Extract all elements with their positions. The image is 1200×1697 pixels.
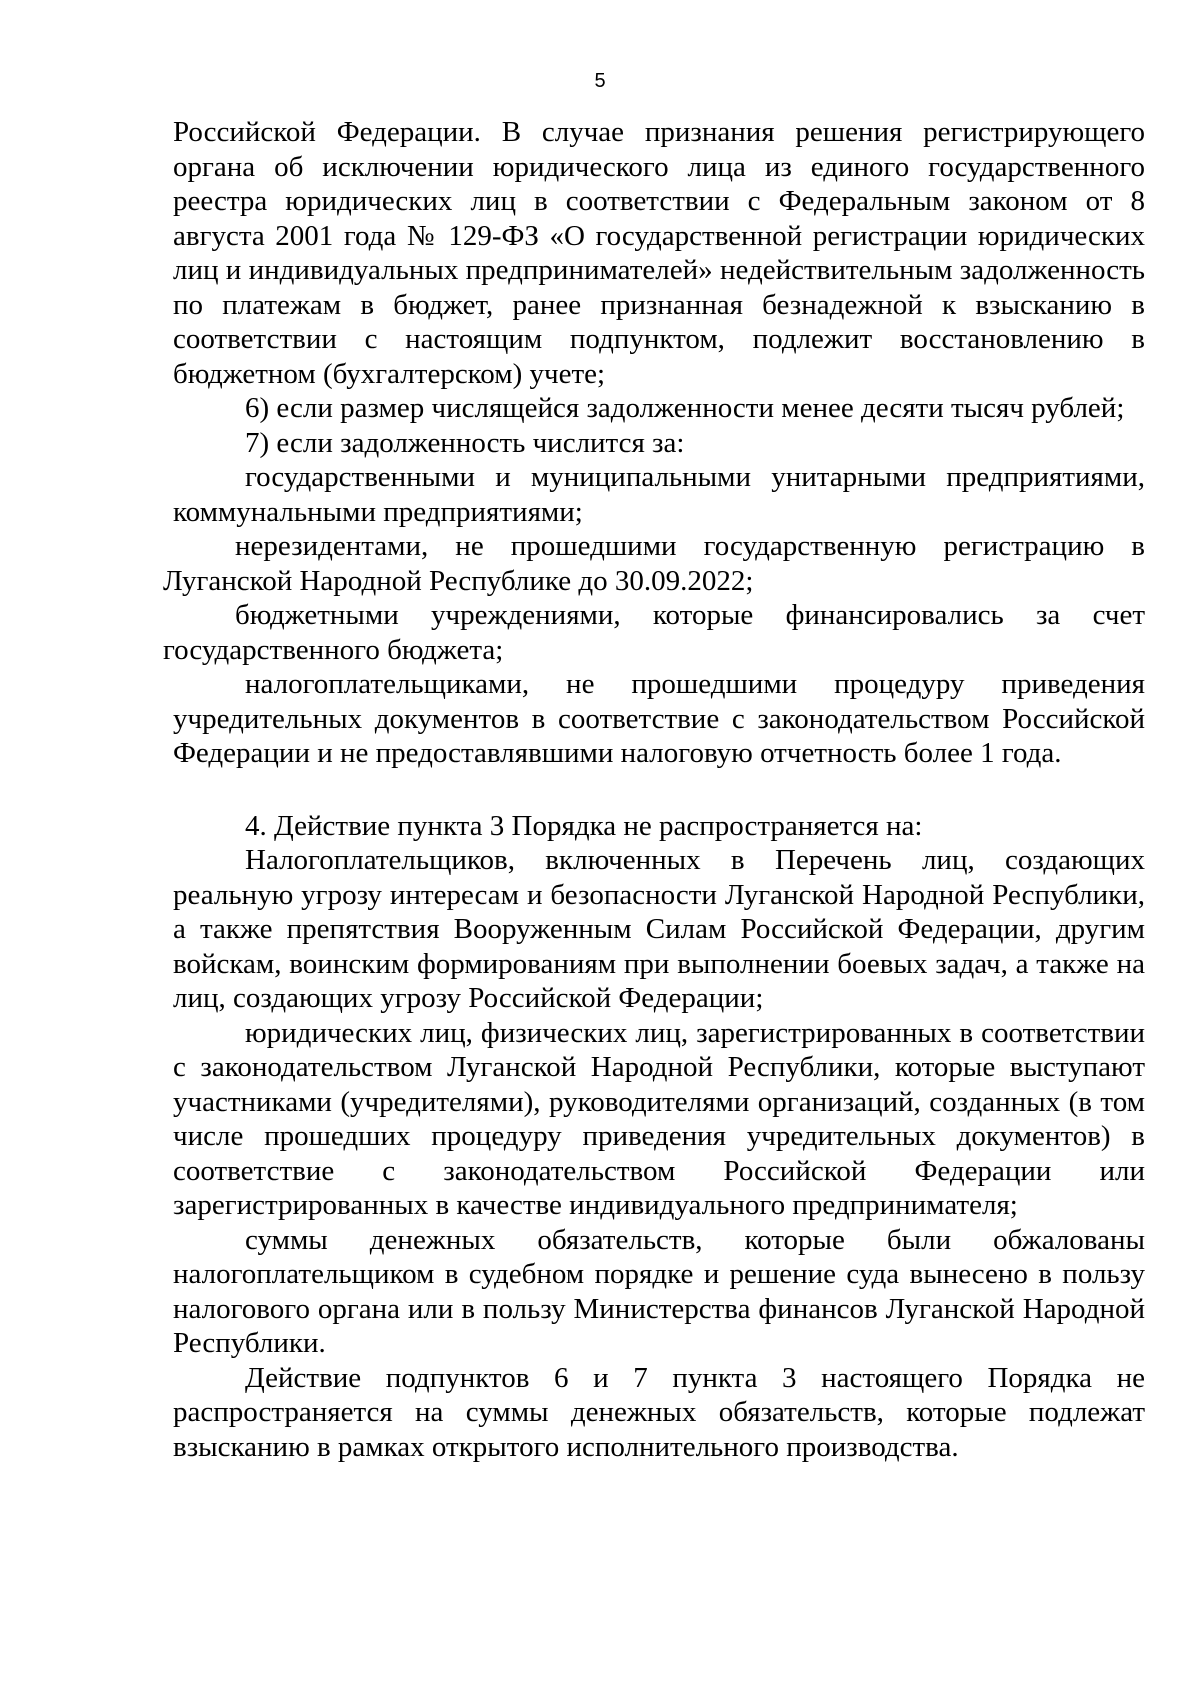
paragraph-court-appeals: суммы денежных обязательств, которые были обжалованы налогоплательщиком в судебном порядке и решение суда вынесено в пользу налогового органа или в пользу Министерства финансов Луганской Народной Республики. bbox=[173, 1223, 1145, 1359]
paragraph-budget-institutions: бюджетными учреждениями, которые финансировались за счет государственного бюджета; bbox=[163, 599, 1145, 666]
page-number: 5 bbox=[594, 70, 606, 92]
paragraph-continuation: Российской Федерации. В случае признания решения регистрирующего органа об исключении юридического лица из единого государственного реестра юридических лиц в соответствии с Федеральным законом от 8 августа 2001 года № 129-ФЗ «О государственной регистрации юридических лиц и индивидуальных предпринимателей» недействительным задолженность по платежам в бюджет, ранее признанная безнадежной к взысканию в соответствии с настоящим подпунктом, подлежит восстановлению в бюджетном (бухгалтерском) учете; bbox=[173, 116, 1145, 390]
paragraph-unitary-enterprises: государственными и муниципальными унитарными предприятиями, коммунальными предприятиями; bbox=[173, 461, 1145, 528]
paragraph-legal-entities: юридических лиц, физических лиц, зарегистрированных в соответствии с законодательством Луганской Народной Республики, которые выступают участниками (учредителями), руководителями организаций, созданных (в том числе прошедших процедуру приведения учредительных документов) в соответствие с законодательством Российской Федерации или зарегистрированных в качестве индивидуального предпринимателя; bbox=[173, 1016, 1145, 1221]
paragraph-nonresidents: нерезидентами, не прошедшими государственную регистрацию в Луганской Народной Республике до 30.09.2022; bbox=[163, 530, 1145, 597]
paragraph-item-6: 6) если размер числящейся задолженности менее десяти тысяч рублей; bbox=[245, 392, 1125, 424]
paragraph-item-7: 7) если задолженность числится за: bbox=[245, 426, 685, 459]
paragraph-taxpayers: налогоплательщиками, не прошедшими процедуру приведения учредительных документов в соответствие с законодательством Российской Федерации и не предоставлявшими налоговую отчетность более 1 года. bbox=[173, 668, 1145, 769]
document-body bbox=[163, 115, 1145, 1464]
paragraph-threat-list: Налогоплательщиков, включенных в Перечень лиц, создающих реальную угрозу интересам и безопасности Луганской Народной Республики, а также препятствия Вооруженным Силам Российской Федерации, другим войскам, воинским формированиям при выполнении боевых задач, а также на лиц, создающих угрозу Российской Федерации; bbox=[173, 844, 1145, 1014]
section-4-heading: 4. Действие пункта 3 Порядка не распространяется на: bbox=[245, 809, 923, 842]
paragraph-spacer bbox=[173, 771, 1145, 809]
paragraph-enforcement: Действие подпунктов 6 и 7 пункта 3 настоящего Порядка не распространяется на суммы денежных обязательств, которые подлежат взысканию в рамках открытого исполнительного производства. bbox=[173, 1361, 1145, 1463]
